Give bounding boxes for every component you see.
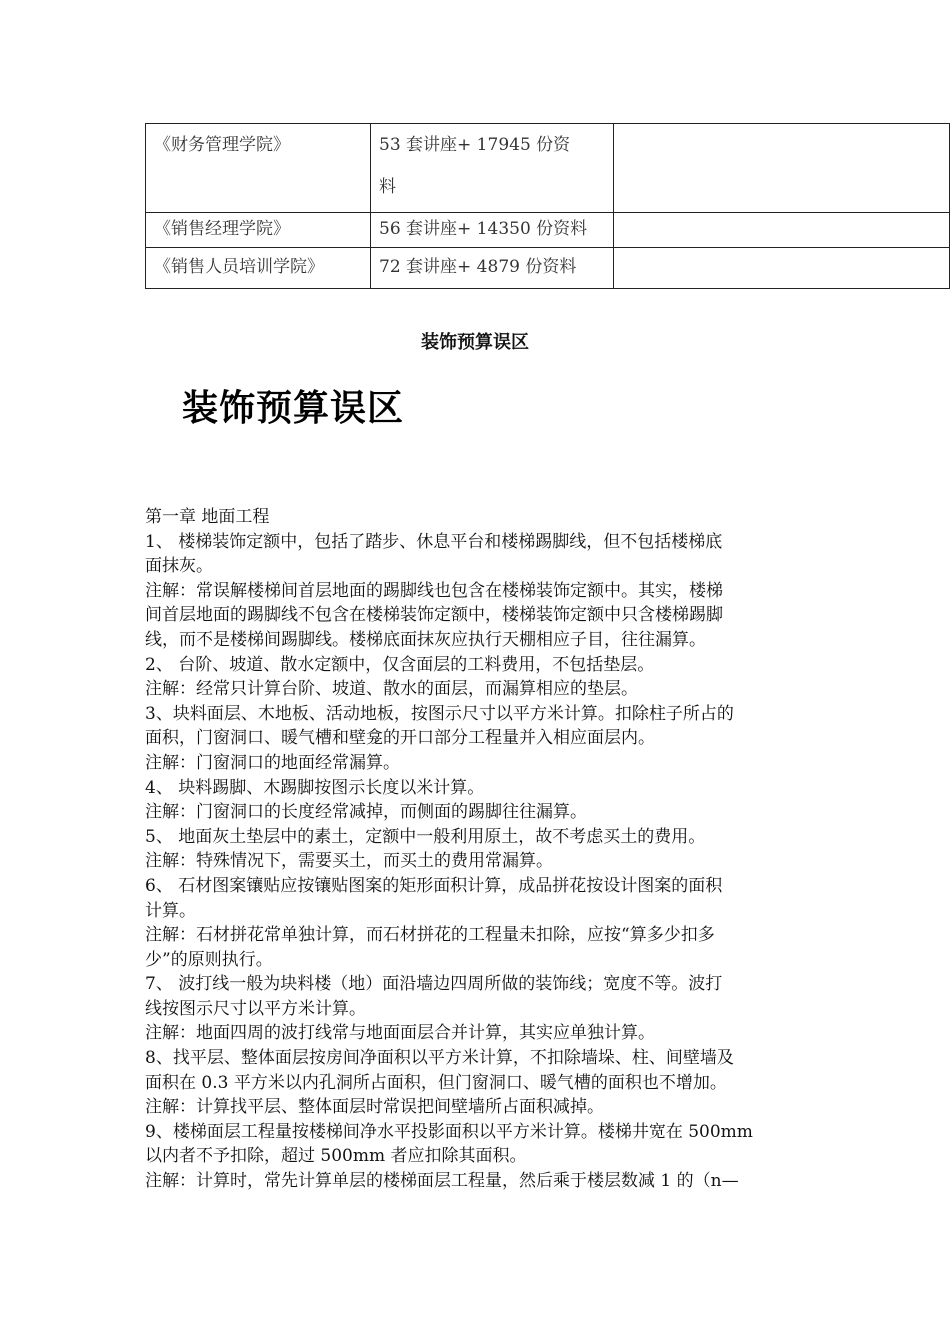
- page-title: 装饰预算误区: [182, 388, 405, 429]
- text-line: 注解：门窗洞口的长度经常减掉，而侧面的踢脚往往漏算。: [145, 802, 587, 823]
- text-line: 9、楼梯面层工程量按楼梯间净水平投影面积以平方米计算。楼梯井宽在 500mm: [145, 1121, 753, 1142]
- course-table: [145, 123, 950, 289]
- text-line: 面积，门窗洞口、暖气槽和壁龛的开口部分工程量并入相应面层内。: [145, 728, 655, 749]
- text-line: 少”的原则执行。: [145, 949, 273, 970]
- text-line: 5、 地面灰土垫层中的素土，定额中一般利用原土，故不考虑买土的费用。: [145, 826, 706, 847]
- text-line: 计算。: [145, 900, 196, 921]
- course-extra-cell: [614, 213, 950, 248]
- text-line: 注解：特殊情况下，需要买土，而买土的费用常漏算。: [145, 851, 553, 872]
- text-line: 注解：计算找平层、整体面层时常误把间壁墙所占面积减掉。: [145, 1097, 604, 1118]
- article-body: [145, 505, 805, 1194]
- course-name-cell: 《销售经理学院》: [146, 213, 371, 248]
- course-name-cell: 《财务管理学院》: [146, 124, 371, 213]
- section-heading: 装饰预算误区: [421, 332, 529, 353]
- text-line: 3、块料面层、木地板、活动地板，按图示尺寸以平方米计算。扣除柱子所占的: [145, 703, 734, 724]
- text-line: 注解：地面四周的波打线常与地面面层合并计算，其实应单独计算。: [145, 1023, 655, 1044]
- course-detail-cell: 72 套讲座+ 4879 份资料: [371, 248, 614, 289]
- text-line: 注解：门窗洞口的地面经常漏算。: [145, 752, 400, 773]
- table-row: [146, 213, 950, 248]
- text-line: 7、 波打线一般为块料楼（地）面沿墙边四周所做的装饰线；宽度不等。波打: [145, 974, 723, 995]
- text-line: 注解：石材拼花常单独计算，而石材拼花的工程量未扣除，应按“算多少扣多: [145, 925, 715, 946]
- course-detail-cell: 56 套讲座+ 14350 份资料: [371, 213, 614, 248]
- course-extra-cell: [614, 248, 950, 289]
- text-line: 6、 石材图案镶贴应按镶贴图案的矩形面积计算，成品拼花按设计图案的面积: [145, 875, 723, 896]
- text-line: 注解：常误解楼梯间首层地面的踢脚线也包含在楼梯装饰定额中。其实，楼梯: [145, 580, 723, 601]
- text-line: 注解：经常只计算台阶、坡道、散水的面层，而漏算相应的垫层。: [145, 679, 638, 700]
- text-line: 面积在 0.3 平方米以内孔洞所占面积，但门窗洞口、暖气槽的面积也不增加。: [145, 1072, 727, 1093]
- text-line: 1、 楼梯装饰定额中，包括了踏步、休息平台和楼梯踢脚线，但不包括楼梯底: [145, 531, 723, 552]
- text-line: 注解：计算时，常先计算单层的楼梯面层工程量，然后乘于楼层数减 1 的（n—: [145, 1171, 739, 1192]
- text-line: 面抹灰。: [145, 556, 213, 577]
- course-detail-line: 料: [379, 177, 396, 197]
- course-name-cell: 《销售人员培训学院》: [146, 248, 371, 289]
- text-line: 线按图示尺寸以平方米计算。: [145, 998, 366, 1019]
- text-line: 间首层地面的踢脚线不包含在楼梯装饰定额中，楼梯装饰定额中只含楼梯踢脚: [145, 605, 723, 626]
- course-extra-cell: [614, 124, 950, 213]
- text-line: 以内者不予扣除，超过 500mm 者应扣除其面积。: [145, 1146, 527, 1167]
- text-line: 2、 台阶、坡道、散水定额中，仅含面层的工料费用，不包括垫层。: [145, 654, 655, 675]
- course-detail-line: 53 套讲座+ 17945 份资: [379, 135, 571, 155]
- text-line: 8、找平层、整体面层按房间净面积以平方米计算，不扣除墙垛、柱、间壁墙及: [145, 1048, 734, 1069]
- table-row: [146, 124, 950, 213]
- table-row: [146, 248, 950, 289]
- chapter-heading: 第一章 地面工程: [145, 507, 270, 527]
- text-line: 4、 块料踢脚、木踢脚按图示长度以米计算。: [145, 777, 485, 798]
- course-detail-cell: [371, 124, 614, 213]
- text-line: 线，而不是楼梯间踢脚线。楼梯底面抹灰应执行天棚相应子目，往往漏算。: [145, 629, 706, 650]
